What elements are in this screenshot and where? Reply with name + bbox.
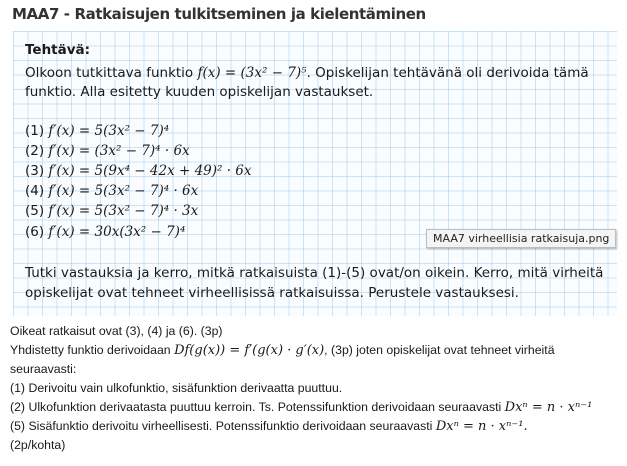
- task-intro-text: Olkoon tutkittava funktio: [25, 65, 194, 81]
- answer-item: (6) f′(x) = 30x(3x² − 7)⁴: [25, 224, 186, 240]
- page-title: MAA7 - Ratkaisujen tulkitseminen ja kielentäminen: [12, 5, 426, 23]
- answer-item: (4) f′(x) = 5(3x² − 7)⁴ · 6x: [25, 183, 199, 199]
- answer-text: [10, 322, 622, 455]
- answer-item: (1) f′(x) = 5(3x² − 7)⁴: [25, 123, 170, 139]
- answer-line: (1) Derivoitu vain ulkofunktio, sisäfunktion derivaatta puuttuu.: [10, 381, 343, 395]
- answer-item: (3) f′(x) = 5(9x⁴ − 42x + 49)² · 6x: [25, 163, 252, 179]
- answer-line: seuraavasti:: [10, 362, 77, 376]
- answer-line: Yhdistetty funktio derivoidaan Df(g(x)) = f′(g(x) · g′(x), (3p) joten opiskelijat ovat tehneet virheitä: [10, 343, 555, 358]
- answer-line: Oikeat ratkaisut ovat (3), (4) ja (6). (3p): [10, 324, 223, 338]
- task-instruction: Tutki vastauksia ja kerro, mitkä ratkaisuista (1)-(5) ovat/on oikein. Kerro, mitä virheitä: [25, 265, 604, 281]
- task-instruction-line2: opiskelijat ovat tehneet virheellisissä ratkaisuissa. Perustele vastauksesi.: [25, 285, 519, 301]
- power-rule-formula: Dxⁿ = n · xⁿ⁻¹: [504, 400, 593, 415]
- task-image: [13, 31, 617, 316]
- answer-line: (2p/kohta): [10, 438, 66, 452]
- answer-item: (5) f′(x) = 5(3x² − 7)⁴ · 3x: [25, 203, 199, 219]
- task-heading: Tehtävä:: [25, 42, 91, 58]
- power-rule-formula: Dxⁿ = n · xⁿ⁻¹.: [435, 419, 528, 434]
- task-intro-line2: funktio. Alla esitetty kuuden opiskelijan vastaukset.: [25, 84, 374, 100]
- task-intro-text-2: . Opiskelijan tehtävänä oli derivoida tämä: [306, 65, 589, 81]
- composite-derivative-formula: Df(g(x)) = f′(g(x) · g′(x): [174, 343, 325, 358]
- image-filename-tooltip: MAA7 virheellisia ratkaisuja.png: [426, 229, 616, 248]
- answer-item: (2) f′(x) = (3x² − 7)⁴ · 6x: [25, 143, 190, 159]
- task-intro: [25, 65, 589, 81]
- answer-line: (2) Ulkofunktion derivaatasta puuttuu kerroin. Ts. Potenssifunktion derivoidaan seuraavasti Dxⁿ = n · xⁿ⁻¹: [10, 400, 593, 415]
- answer-line: (5) Sisäfunktio derivoitu virheellisesti. Potenssifunktio derivoidaan seuraavasti Dxⁿ = n · xⁿ⁻¹.: [10, 419, 528, 434]
- task-function: f(x) = (3x² − 7)⁵: [197, 65, 307, 81]
